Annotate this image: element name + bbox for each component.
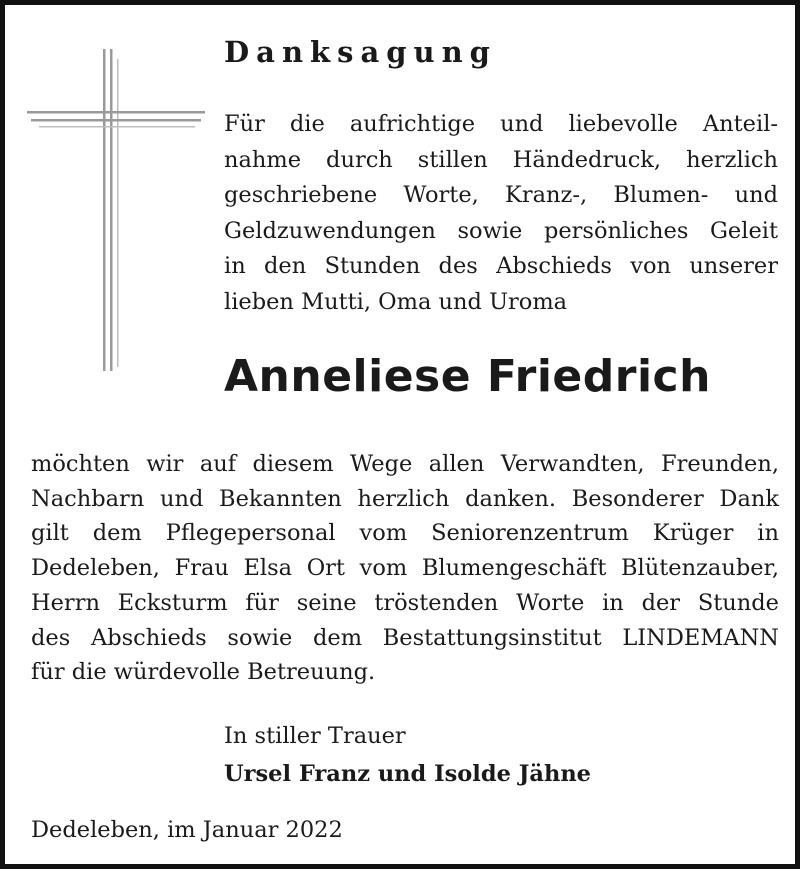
body-line: gilt dem Pflegepersonal vom Seniorenzentrum Krüger in <box>31 520 779 547</box>
intro-line: in den Stunden des Abschieds von unserer <box>224 253 778 279</box>
body-line: des Abschieds sowie dem Bestattungsinstitut LINDEMANN <box>31 624 779 651</box>
place-date: Dedeleben, im Januar 2022 <box>31 817 343 843</box>
cross-icon <box>25 45 210 375</box>
body-paragraph <box>31 447 779 690</box>
heading-danksagung: Danksagung <box>224 35 497 69</box>
body-line: Nachbarn und Bekannten herzlich danken. Besonderer Dank <box>31 485 779 512</box>
intro-line: nahme durch stillen Händedruck, herzlich <box>224 146 778 173</box>
body-line: möchten wir auf diesem Wege allen Verwandten, Freunden, <box>31 451 779 477</box>
deceased-name: Anneliese Friedrich <box>224 351 711 402</box>
body-line: Herrn Ecksturm für seine tröstenden Worte in der Stunde <box>31 589 779 616</box>
body-line: für die würdevolle Betreuung. <box>31 659 376 686</box>
intro-line: geschriebene Worte, Kranz-, Blumen- und <box>224 182 778 208</box>
intro-line: lieben Mutti, Oma und Uroma <box>224 288 568 315</box>
intro-line: Geldzuwendungen sowie persönliches Geleit <box>224 217 778 244</box>
signatories: Ursel Franz und Isolde Jähne <box>224 761 591 787</box>
intro-line: Für die aufrichtige und liebevolle Anteil- <box>224 111 778 137</box>
body-line: Dedeleben, Frau Elsa Ort vom Blumengeschäft Blütenzauber, <box>31 555 779 582</box>
closing-phrase: In stiller Trauer <box>224 723 406 749</box>
intro-paragraph <box>224 107 778 320</box>
